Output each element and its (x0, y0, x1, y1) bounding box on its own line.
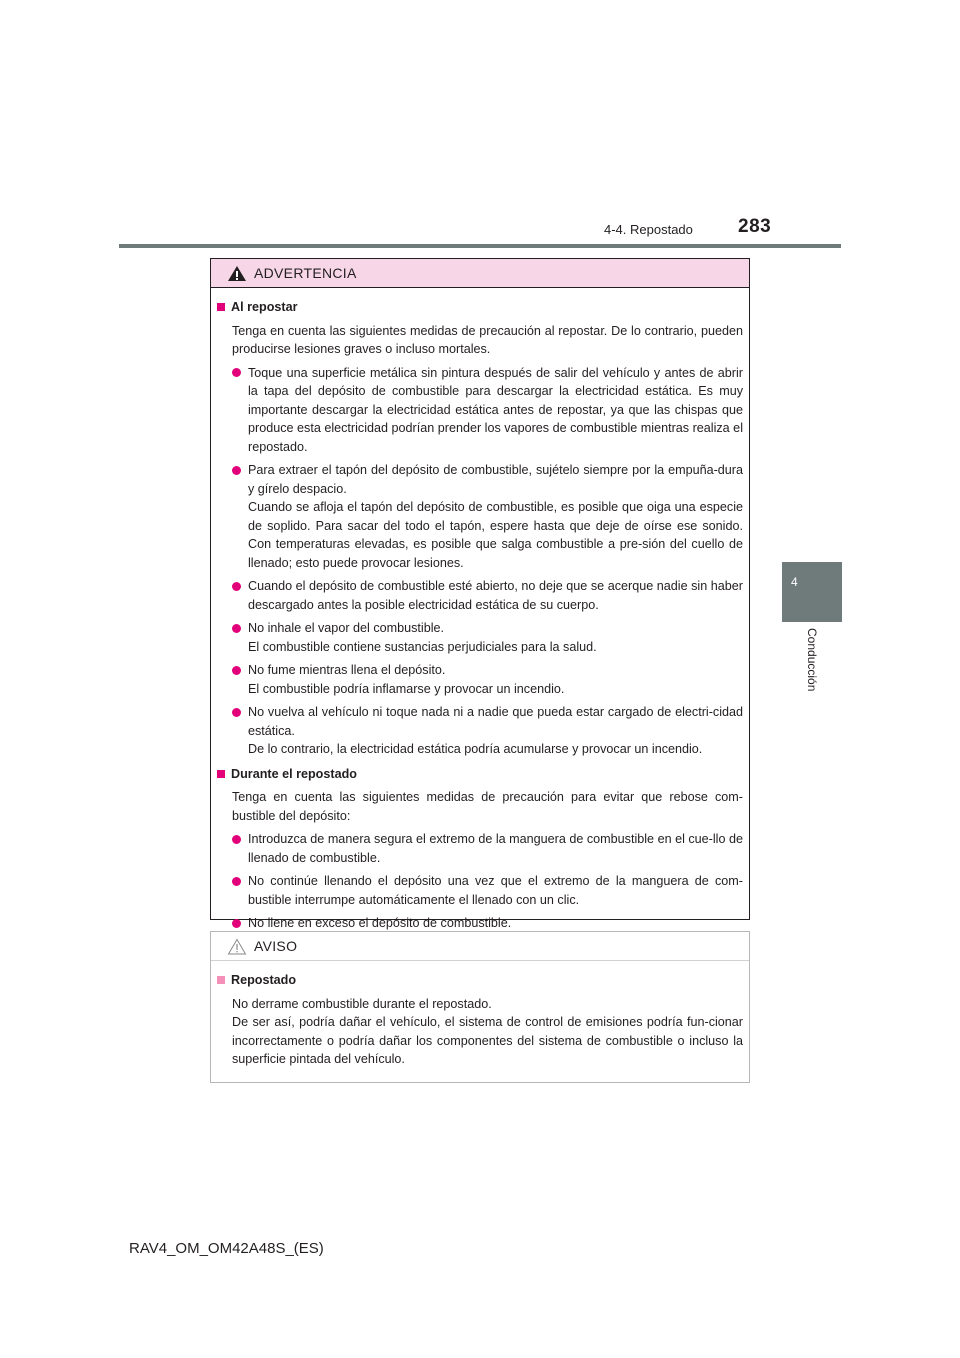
bullet-line: De lo contrario, la electricidad estática podría acumularse y provocar un incendio. (248, 742, 703, 756)
list-item (217, 364, 743, 457)
bullet-line: No continúe llenando el depósito una vez que el extremo de la manguera de com-bustible interrumpe automáticamente el llenado con un clic. (248, 874, 743, 907)
list-item (217, 703, 743, 759)
bullet-dot-icon (232, 835, 241, 844)
notice-heading (217, 971, 743, 990)
notice-line: No derrame combustible durante el repostado. (232, 996, 492, 1011)
bullet-dot-icon (232, 582, 241, 591)
list-item (217, 872, 743, 909)
chapter-tab (782, 562, 842, 622)
list-item (217, 461, 743, 572)
bullet-dot-icon (232, 666, 241, 675)
list-item (217, 661, 743, 698)
bullet-line: No llene en exceso el depósito de combustible. (248, 916, 512, 930)
bullet-line: Toque una superficie metálica sin pintura después de salir del vehículo y antes de abrir la tapa del depósito de combustible para descargar la electricidad estática. Es muy importante descargar la electricidad estática antes de repostar, ya que las chispas que produce esta electricidad podrían prender los vapores de combustible mientras realiza el repostado. (248, 365, 743, 454)
bullet-line: No fume mientras llena el depósito. (248, 663, 446, 677)
bullet-dot-icon (232, 708, 241, 717)
bullet-line: El combustible podría inflamarse y provocar un incendio. (248, 681, 565, 696)
bullet-line: Introduzca de manera segura el extremo de la manguera de combustible en el cue-llo de llenado de combustible. (248, 832, 743, 865)
caution-triangle-outline-icon (227, 938, 247, 955)
notice-line: De ser así, podría dañar el vehículo, el sistema de control de emisiones podría fun-cionar incorrectamente o podría dañar los componentes del sistema de combustible o incluso la superficie pintada del vehículo. (232, 1015, 743, 1066)
square-bullet-icon (217, 303, 225, 311)
document-code: RAV4_OM_OM42A48S_(ES) (129, 1240, 324, 1257)
warning-body (211, 288, 749, 933)
header-rule (119, 244, 841, 248)
warning-box (210, 258, 750, 930)
bullet-line: Para extraer el tapón del depósito de combustible, sujételo siempre por la empuña-dura y gírelo despacio. (248, 463, 743, 496)
bullet-dot-icon (232, 624, 241, 633)
notice-text (217, 995, 743, 1069)
bullet-line: Cuando se afloja el tapón del depósito de combustible, es posible que oiga una especie de soplido. Para sacar del todo el tapón, espere hasta que deje de oírse ese sonido. Con temperaturas elevadas, es posible que salga combustible a pre-sión del cuello de llenado; esto puede provocar lesiones. (248, 500, 743, 570)
warning-intro: Tenga en cuenta las siguientes medidas de precaución para evitar que rebose com-bustible del depósito: (232, 790, 743, 823)
heading-text: Repostado (231, 973, 297, 987)
bullet-dot-icon (232, 877, 241, 886)
heading-text: Al repostar (231, 300, 298, 314)
heading-text: Durante el repostado (231, 766, 357, 781)
square-bullet-icon (217, 976, 225, 984)
list-item (217, 914, 743, 933)
bullet-line: Cuando el depósito de combustible esté abierto, no deje que se acerque nadie sin haber descargado antes la posible electricidad estática de su cuerpo. (248, 579, 743, 612)
bullet-line: No vuelva al vehículo ni toque nada ni a nadie que pueda estar cargado de electri-cidad estática. (248, 705, 743, 738)
warning-triangle-icon (227, 265, 247, 282)
warning-heading (217, 765, 743, 784)
warning-heading (217, 298, 743, 317)
notice-body (211, 961, 749, 1069)
list-item (217, 830, 743, 867)
warning-header (211, 259, 749, 288)
bullet-dot-icon (232, 466, 241, 475)
square-bullet-icon (217, 770, 225, 778)
bullet-dot-icon (232, 919, 241, 928)
bullet-line: No inhale el vapor del combustible. (248, 621, 445, 635)
notice-title: AVISO (254, 938, 298, 954)
section-title: 4-4. Repostado (604, 222, 693, 237)
list-item (217, 619, 743, 656)
warning-title: ADVERTENCIA (254, 265, 357, 281)
list-item (217, 577, 743, 614)
chapter-label: Conducción (805, 628, 819, 692)
warning-intro: Tenga en cuenta las siguientes medidas de precaución al repostar. De lo contrario, pueden producirse lesiones graves o incluso mortales. (232, 323, 743, 356)
notice-header (211, 932, 749, 961)
bullet-dot-icon (232, 368, 241, 377)
notice-box (210, 931, 750, 1083)
chapter-tab-number: 4 (791, 575, 798, 589)
page-number: 283 (738, 216, 772, 237)
bullet-line: El combustible contiene sustancias perjudiciales para la salud. (248, 639, 597, 654)
